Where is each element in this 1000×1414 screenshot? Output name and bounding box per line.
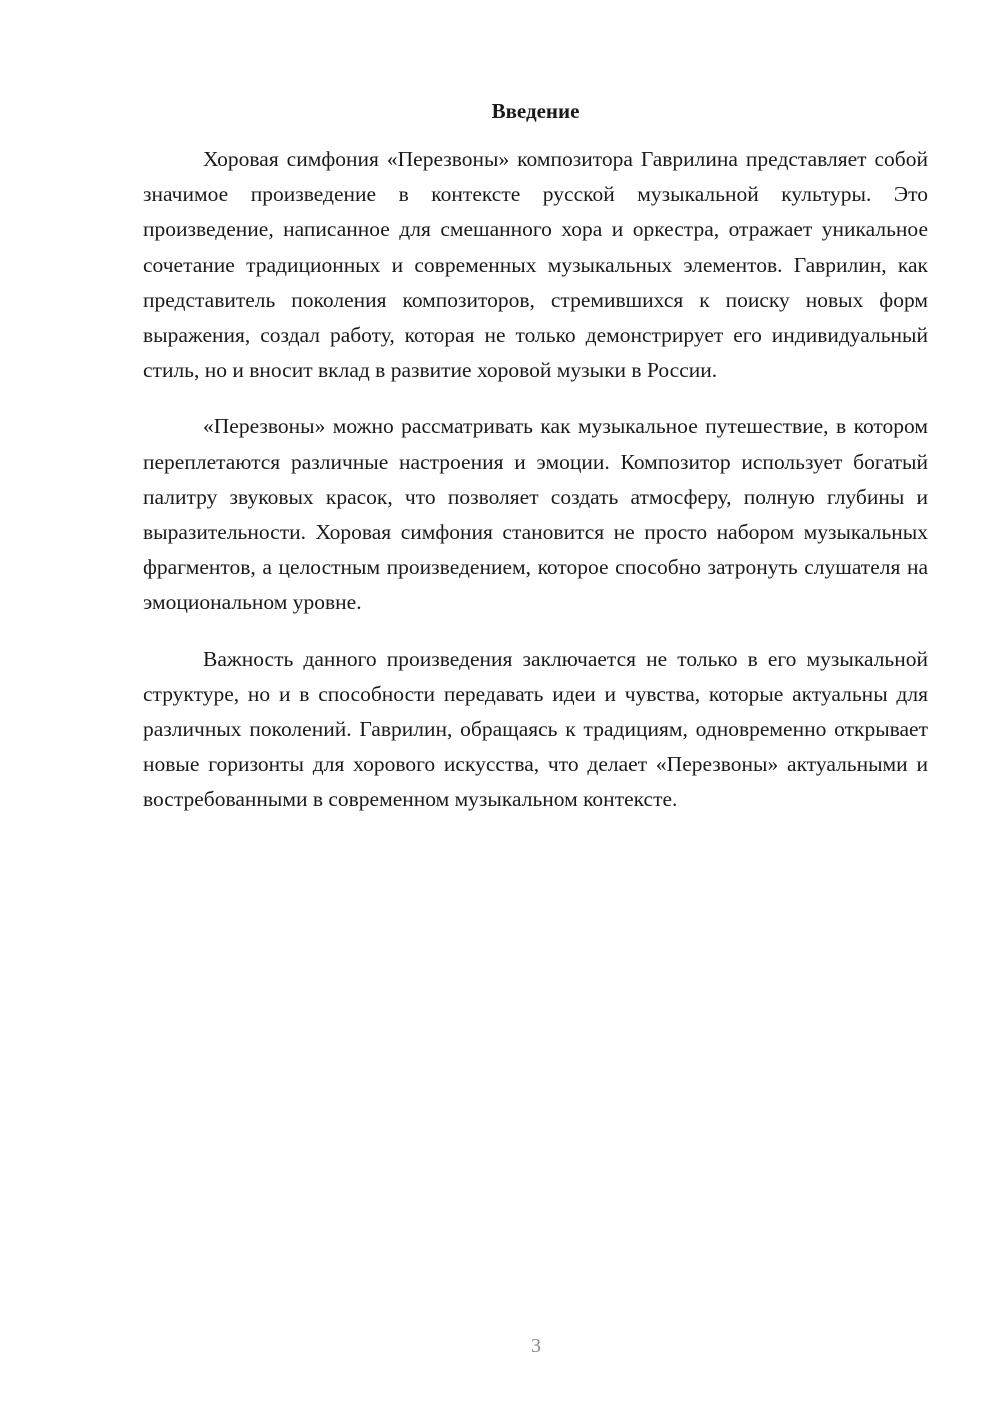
paragraph-2: «Перезвоны» можно рассматривать как музыкальное путешествие, в котором переплетаются различные настроения и эмоции. Композитор использует богатый палитру звуковых красок, что позволяет создать атмосферу, полную глубины и выразительности. Хоровая симфония становится не просто набором музыкальных фрагментов, а целостным произведением, которое способно затронуть слушателя на эмоциональном уровне. [143,414,928,615]
section-title: Введение [491,99,580,123]
paragraph-1: Хоровая симфония «Перезвоны» композитора Гаврилина представляет собой значимое произведение в контексте русской музыкальной культуры. Это произведение, написанное для смешанного хора и оркестра, отражает уникальное сочетание традиционных и современных музыкальных элементов. Гаврилин, как представитель поколения композиторов, стремившихся к поиску новых форм выражения, создал работу, которая не только демонстрирует его индивидуальный стиль, но и вносит вклад в развитие хоровой музыки в России. [143,147,928,383]
page-number: 3 [531,1335,541,1357]
paragraph-3: Важность данного произведения заключается не только в его музыкальной структуре, но и в способности передавать идеи и чувства, которые актуальны для различных поколений. Гаврилин, обращаясь к традициям, одновременно открывает новые горизонты для хорового искусства, что делает «Перезвоны» актуальными и востребованными в современном музыкальном контексте. [143,646,928,812]
document-body [143,142,928,839]
